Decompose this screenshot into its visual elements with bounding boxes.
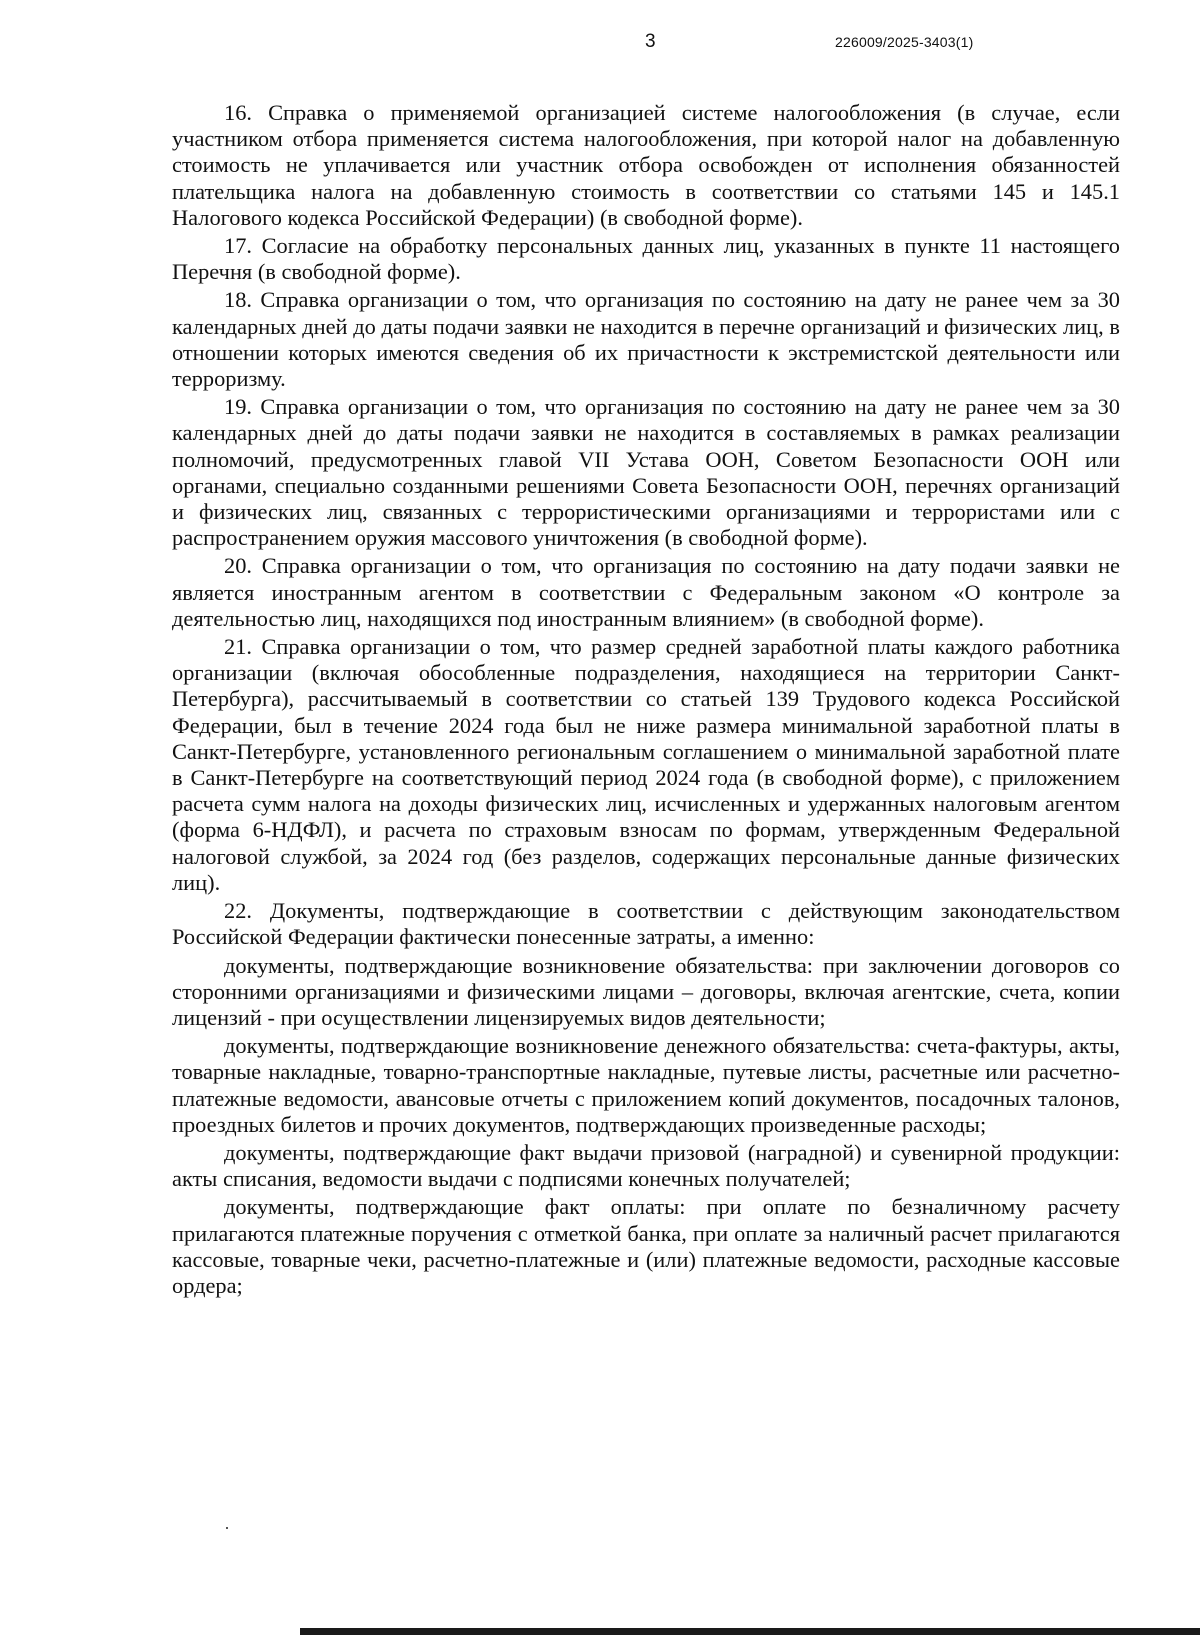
- paragraph-21: 21. Справка организации о том, что размер средней заработной платы каждого работника организации (включая обособленные подразделения, находящиеся на территории Санкт-Петербурга), рассчитываемый в соответствии со статьей 139 Трудового кодекса Российской Федерации, был в течение 2024 года был не ниже размера минимальной заработной платы в Санкт-Петербурге, установленного региональным соглашением о минимальной заработной плате в Санкт-Петербурге на соответствующий период 2024 года (в свободной форме), с приложением расчета сумм налога на доходы физических лиц, исчисленных и удержанных налоговым агентом (форма 6-НДФЛ), и расчета по страховым взносам по формам, утвержденным Федеральной налоговой службой, за 2024 год (без разделов, содержащих персональные данные физических лиц).: [172, 634, 1120, 895]
- paragraph-17: 17. Согласие на обработку персональных данных лиц, указанных в пункте 11 настоящего Перечня (в свободной форме).: [172, 233, 1120, 285]
- scan-bottom-edge: [300, 1628, 1200, 1635]
- paragraph-22-item-payment: документы, подтверждающие факт оплаты: при оплате по безналичному расчету прилагаются платежные поручения с отметкой банка, при оплате за наличный расчет прилагаются кассовые, товарные чеки, расчетно-платежные и (или) платежные ведомости, расходные кассовые ордера;: [172, 1194, 1120, 1298]
- paragraph-22: 22. Документы, подтверждающие в соответствии с действующим законодательством Российской Федерации фактически понесенные затраты, а именно:: [172, 898, 1120, 950]
- paragraph-22-item-monetary-obligation: документы, подтверждающие возникновение денежного обязательства: счета-фактуры, акты, товарные накладные, товарно-транспортные накладные, путевые листы, расчетные или расчетно-платежные ведомости, авансовые отчеты с приложением копий документов, посадочных талонов, проездных билетов и прочих документов, подтверждающих произведенные расходы;: [172, 1033, 1120, 1137]
- document-body: [172, 100, 1120, 1301]
- paragraph-16: 16. Справка о применяемой организацией системе налогообложения (в случае, если участником отбора применяется система налогообложения, при которой налог на добавленную стоимость не уплачивается или участник отбора освобожден от исполнения обязанностей плательщика налога на добавленную стоимость в соответствии со статьями 145 и 145.1 Налогового кодекса Российской Федерации) (в свободной форме).: [172, 100, 1120, 230]
- scan-artifact: [226, 1527, 228, 1529]
- paragraph-22-item-obligation: документы, подтверждающие возникновение обязательства: при заключении договоров со сторонними организациями и физическими лицами – договоры, включая агентские, счета, копии лицензий - при осуществлении лицензируемых видов деятельности;: [172, 952, 1120, 1030]
- paragraph-20: 20. Справка организации о том, что организация по состоянию на дату подачи заявки не является иностранным агентом в соответствии с Федеральным законом «О контроле за деятельностью лиц, находящихся под иностранным влиянием» (в свободной форме).: [172, 553, 1120, 631]
- page-number: 3: [645, 31, 656, 52]
- paragraph-18: 18. Справка организации о том, что организация по состоянию на дату не ранее чем за 30 календарных дней до даты подачи заявки не находится в перечне организаций и физических лиц, в отношении которых имеются сведения об их причастности к экстремистской деятельности или терроризму.: [172, 287, 1120, 392]
- paragraph-22-item-prize-issuance: документы, подтверждающие факт выдачи призовой (наградной) и сувенирной продукции: акты списания, ведомости выдачи с подписями конечных получателей;: [172, 1139, 1120, 1192]
- paragraph-19: 19. Справка организации о том, что организация по состоянию на дату не ранее чем за 30 календарных дней до даты подачи заявки не находится в составляемых в рамках реализации полномочий, предусмотренных главой VII Устава ООН, Советом Безопасности ООН или органами, специально созданными решениями Совета Безопасности ООН, перечнях организаций и физических лиц, связанных с террористическими организациями и террористами или с распространением оружия массового уничтожения (в свободной форме).: [172, 394, 1120, 551]
- document-id: 226009/2025-3403(1): [835, 34, 974, 50]
